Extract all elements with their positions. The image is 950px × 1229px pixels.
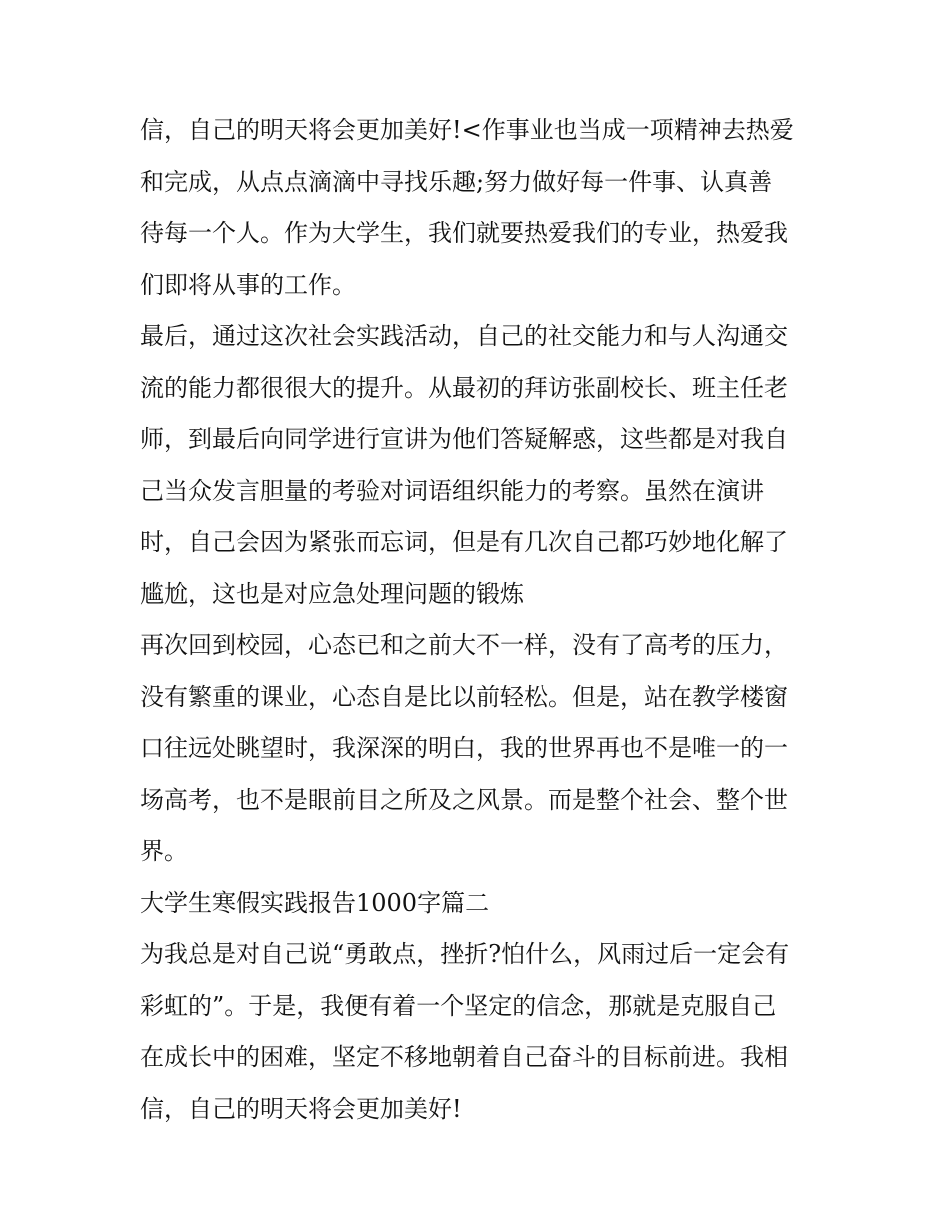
text-line: 己当众发言胆量的考验对词语组织能力的考察。虽然在演讲 — [140, 476, 764, 505]
text-line: 口往远处眺望时，我深深的明白，我的世界再也不是唯一的一 — [140, 734, 788, 762]
text-line: 信，自己的明天将会更加美好!<作事业也当成一项精神去热爱 — [140, 116, 794, 144]
text-line: 为我总是对自己说“勇敢点，挫折?怕什么，风雨过后一定会有 — [140, 940, 790, 968]
text-line: 界。 — [140, 837, 188, 865]
document-body — [140, 105, 815, 1135]
text-line: 们即将从事的工作。 — [140, 270, 356, 299]
text-line: 待每一个人。作为大学生，我们就要热爱我们的专业，热爱我 — [140, 219, 788, 247]
text-line: 时，自己会因为紧张而忘词，但是有几次自己都巧妙地化解了 — [140, 528, 788, 556]
text-line: 在成长中的困难，坚定不移地朝着自己奋斗的目标前进。我相 — [140, 1043, 788, 1071]
text-line: 场高考，也不是眼前目之所及之风景。而是整个社会、整个世 — [140, 785, 788, 814]
text-line: 最后，通过这次社会实践活动，自己的社交能力和与人沟通交 — [140, 322, 788, 350]
text-line: 彩虹的”。于是，我便有着一个坚定的信念，那就是克服自己 — [140, 991, 777, 1020]
text-line: 信，自己的明天将会更加美好! — [140, 1094, 462, 1123]
text-line: 流的能力都很很大的提升。从最初的拜访张副校长、班主任老 — [140, 373, 788, 402]
text-line: 和完成，从点点滴滴中寻找乐趣;努力做好每一件事、认真善 — [140, 167, 773, 196]
text-line: 没有繁重的课业，心态自是比以前轻松。但是，站在教学楼窗 — [140, 682, 788, 711]
text-line: 师，到最后向同学进行宣讲为他们答疑解惑，这些都是对我自 — [140, 425, 788, 453]
text-line: 尴尬，这也是对应急处理问题的锻炼 — [140, 579, 524, 608]
text-line: 再次回到校园，心态已和之前大不一样，没有了高考的压力， — [140, 631, 788, 659]
section-heading: 大学生寒假实践报告1000字篇二 — [140, 888, 490, 917]
